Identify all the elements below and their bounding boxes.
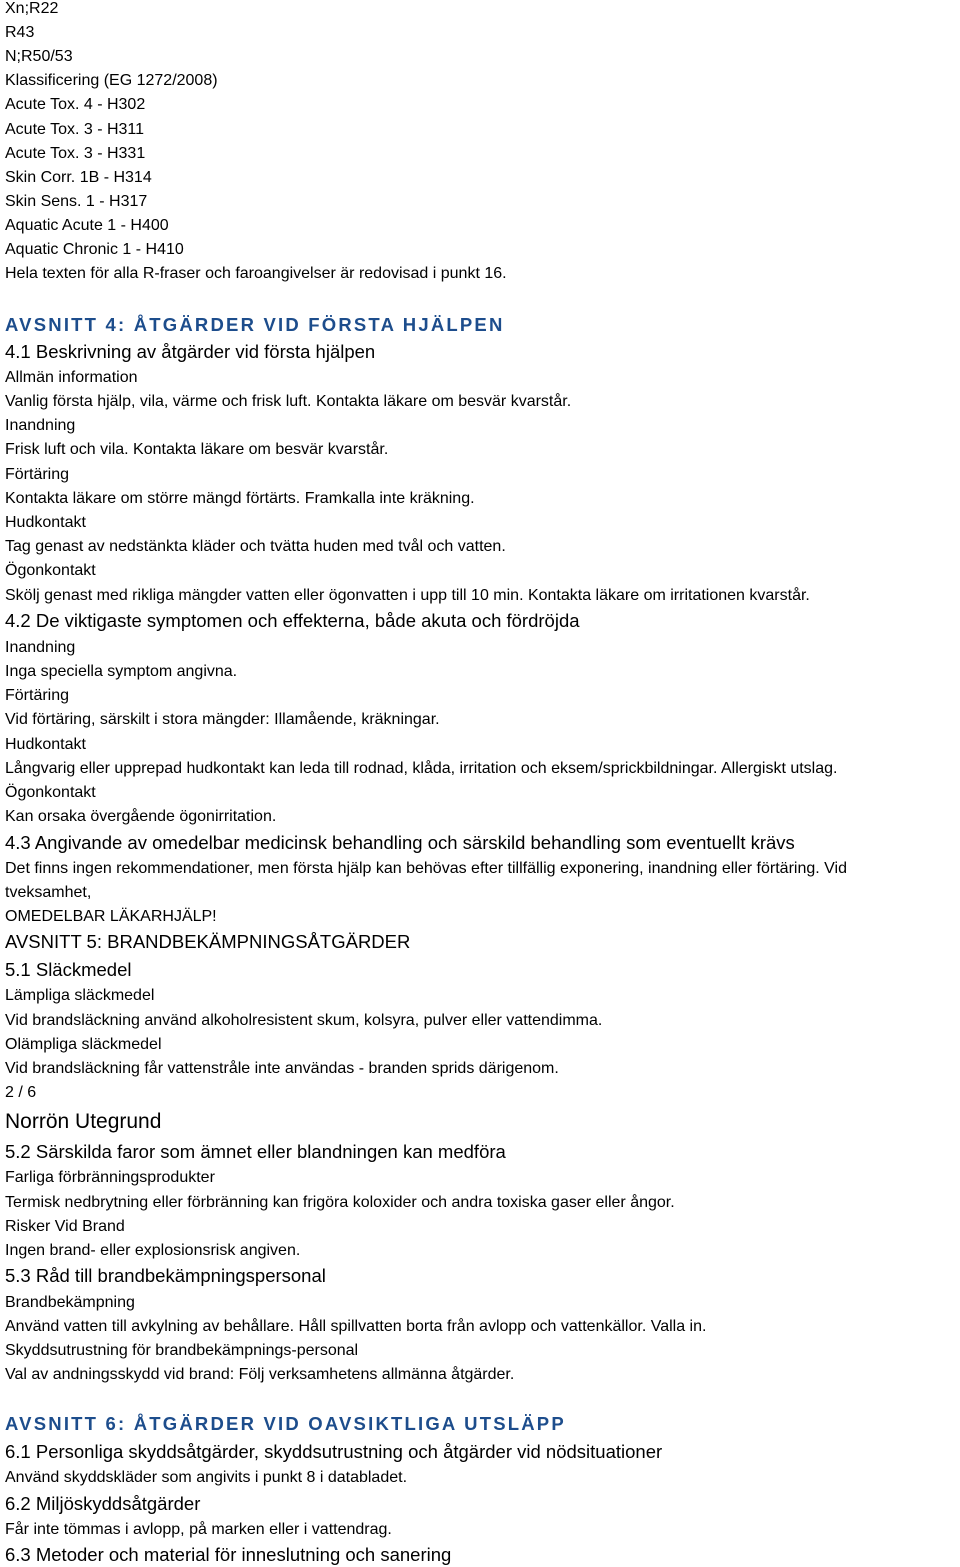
- body-text: Vid förtäring, särskilt i stora mängder: Illamående, kräkningar.: [5, 711, 440, 728]
- body-text: Använd skyddskläder som angivits i punkt 8 i databladet.: [5, 1469, 408, 1486]
- subsection-label: Farliga förbränningsprodukter: [5, 1169, 215, 1186]
- subsection-6-2-title: 6.2 Miljöskyddsåtgärder: [5, 1493, 201, 1514]
- subsection-6-3-title: 6.3 Metoder och material för inneslutning och sanering: [5, 1544, 452, 1565]
- classification-line: Xn;R22: [5, 0, 59, 17]
- classification-line: Acute Tox. 4 - H302: [5, 96, 146, 113]
- subsection-label: Förtäring: [5, 687, 70, 704]
- subsection-4-3-title: 4.3 Angivande av omedelbar medicinsk behandling och särskild behandling som eventuellt krävs: [5, 832, 795, 853]
- subsection-4-2-title: 4.2 De viktigaste symptomen och effekterna, både akuta och fördröjda: [5, 610, 580, 631]
- subsection-label: Brandbekämpning: [5, 1294, 135, 1311]
- body-text: OMEDELBAR LÄKARHJÄLP!: [5, 908, 217, 925]
- body-text: Termisk nedbrytning eller förbränning kan frigöra koloxider och andra toxiska gaser eller ångor.: [5, 1194, 675, 1211]
- body-text: Vid brandsläckning får vattenstråle inte användas - branden sprids därigenom.: [5, 1060, 559, 1077]
- subsection-label: Ögonkontakt: [5, 784, 96, 801]
- body-text: Inga speciella symptom angivna.: [5, 663, 238, 680]
- classification-line: Skin Corr. 1B - H314: [5, 169, 152, 186]
- subsection-label: Inandning: [5, 417, 76, 434]
- subsection-5-2-title: 5.2 Särskilda faror som ämnet eller blandningen kan medföra: [5, 1141, 506, 1162]
- subsection-label: Hudkontakt: [5, 736, 86, 753]
- body-text: Ingen brand- eller explosionsrisk angiven.: [5, 1242, 301, 1259]
- body-text: Det finns ingen rekommendationer, men första hjälp kan behövas efter tillfällig exponering, inandning eller förtäring. Vid: [5, 860, 847, 877]
- classification-line: Acute Tox. 3 - H311: [5, 121, 145, 138]
- subsection-label: Inandning: [5, 639, 76, 656]
- subsection-label: Förtäring: [5, 466, 70, 483]
- section-5-heading: AVSNITT 5: BRANDBEKÄMPNINGSÅTGÄRDER: [5, 931, 411, 952]
- subsection-5-1-title: 5.1 Släckmedel: [5, 959, 132, 980]
- subsection-label: Allmän information: [5, 369, 138, 386]
- body-text: Kan orsaka övergående ögonirritation.: [5, 808, 277, 825]
- subsection-label: Olämpliga släckmedel: [5, 1036, 162, 1053]
- body-text: Långvarig eller upprepad hudkontakt kan leda till rodnad, klåda, irritation och eksem/sprickbildningar. Allergiskt utslag.: [5, 760, 838, 777]
- classification-line: Aquatic Acute 1 - H400: [5, 217, 169, 234]
- classification-line: Klassificering (EG 1272/2008): [5, 72, 218, 89]
- classification-line: R43: [5, 24, 35, 41]
- classification-line: N;R50/53: [5, 48, 73, 65]
- subsection-label: Risker Vid Brand: [5, 1218, 125, 1235]
- body-text: Vid brandsläckning använd alkoholresistent skum, kolsyra, pulver eller vattendimma.: [5, 1012, 603, 1029]
- classification-line: Hela texten för alla R-fraser och faroangivelser är redovisad i punkt 16.: [5, 265, 507, 282]
- subsection-4-1-title: 4.1 Beskrivning av åtgärder vid första hjälpen: [5, 341, 376, 362]
- page-number: 2 / 6: [5, 1084, 37, 1101]
- subsection-label: Lämpliga släckmedel: [5, 987, 155, 1004]
- body-text: Skölj genast med rikliga mängder vatten eller ögonvatten i upp till 10 min. Kontakta läkare om irritationen kvarstår.: [5, 587, 810, 604]
- section-6-heading: AVSNITT 6: ÅTGÄRDER VID OAVSIKTLIGA UTSLÄPP: [5, 1413, 566, 1434]
- classification-line: Skin Sens. 1 - H317: [5, 193, 148, 210]
- product-name: Norrön Utegrund: [5, 1110, 162, 1133]
- body-text: Kontakta läkare om större mängd förtärts. Framkalla inte kräkning.: [5, 490, 475, 507]
- body-text: Får inte tömmas i avlopp, på marken eller i vattendrag.: [5, 1521, 392, 1538]
- classification-line: Acute Tox. 3 - H331: [5, 145, 146, 162]
- subsection-label: Ögonkontakt: [5, 562, 96, 579]
- subsection-label: Hudkontakt: [5, 514, 86, 531]
- classification-line: Aquatic Chronic 1 - H410: [5, 241, 184, 258]
- body-text: Val av andningsskydd vid brand: Följ verksamhetens allmänna åtgärder.: [5, 1366, 515, 1383]
- subsection-5-3-title: 5.3 Råd till brandbekämpningspersonal: [5, 1265, 326, 1286]
- subsection-label: Skyddsutrustning för brandbekämpnings-personal: [5, 1342, 359, 1359]
- body-text: Vanlig första hjälp, vila, värme och frisk luft. Kontakta läkare om besvär kvarstår.: [5, 393, 572, 410]
- subsection-6-1-title: 6.1 Personliga skyddsåtgärder, skyddsutrustning och åtgärder vid nödsituationer: [5, 1441, 663, 1462]
- body-text: Frisk luft och vila. Kontakta läkare om besvär kvarstår.: [5, 441, 389, 458]
- body-text: tveksamhet,: [5, 884, 92, 901]
- body-text: Använd vatten till avkylning av behållare. Håll spillvatten borta från avlopp och vattenkällor. Valla in.: [5, 1318, 707, 1335]
- body-text: Tag genast av nedstänkta kläder och tvätta huden med tvål och vatten.: [5, 538, 506, 555]
- section-4-heading: AVSNITT 4: ÅTGÄRDER VID FÖRSTA HJÄLPEN: [5, 314, 505, 335]
